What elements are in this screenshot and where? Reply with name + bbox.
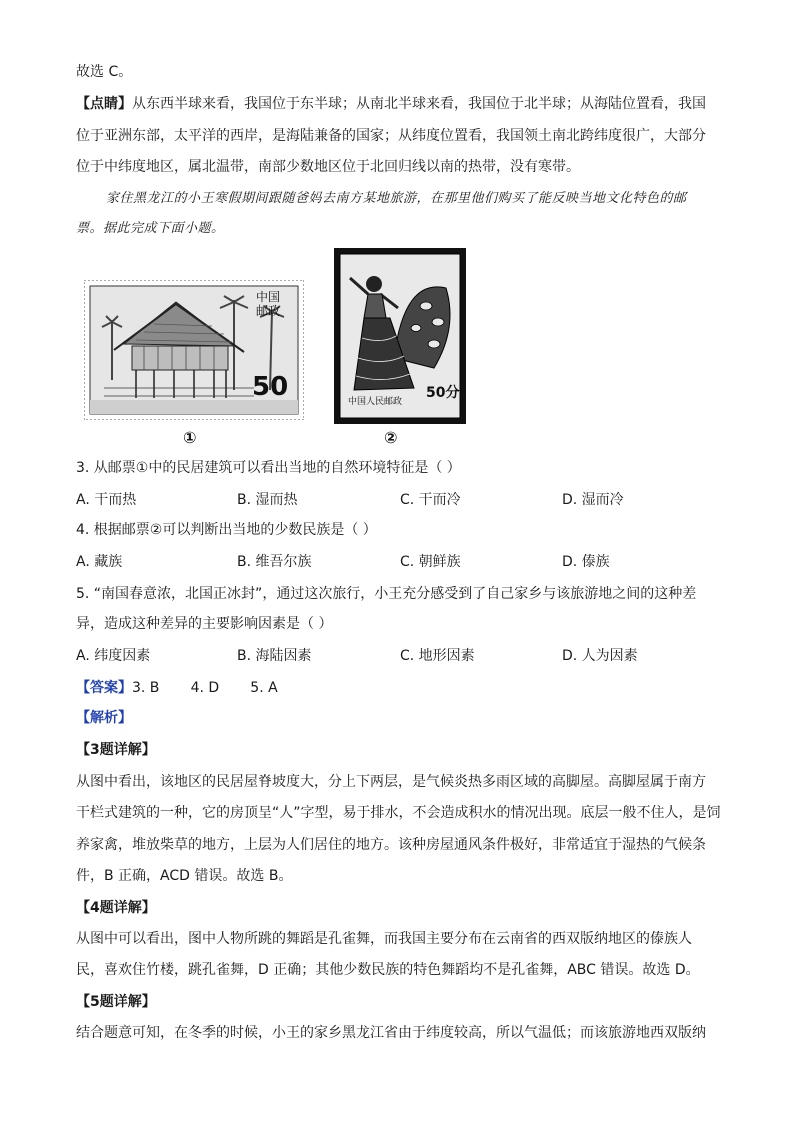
- stamp-2-country: 中国人民邮政: [348, 397, 403, 407]
- answer-text: 3. B 4. D 5. A: [132, 680, 278, 696]
- question-4-option-b: B. 维吾尔族: [237, 554, 312, 570]
- question-3-option-c: C. 干而冷: [400, 492, 461, 508]
- comment-line-3: 位于中纬度地区，属北温带，南部少数地区位于北回归线以南的热带，没有寒带。: [76, 159, 580, 175]
- stamp-1-country: 中国邮政: [256, 290, 281, 318]
- question-5-stem-line-1: 5. “南国春意浓，北国正冰封”，通过这次旅行，小王充分感受到了自己家乡与该旅游地之间的这种差: [76, 586, 697, 602]
- detail-3-line-4: 件，B 正确，ACD 错误。故选 B。: [76, 868, 293, 884]
- detail-3-tag: 【3题详解】: [76, 742, 156, 758]
- detail-4-line-2: 民，喜欢住竹楼，跳孔雀舞，D 正确；其他少数民族的特色舞蹈均不是孔雀舞，ABC 错误。故选 D。: [76, 962, 700, 978]
- detail-3-line-2: 干栏式建筑的一种，它的房顶呈“人”字型，易于排水，不会造成积水的情况出现。底层一般不住人，是饲: [76, 805, 721, 821]
- intro-line-2: 票。据此完成下面小题。: [76, 221, 225, 236]
- question-5-option-a: A. 纬度因素: [76, 648, 151, 664]
- question-4-option-d: D. 傣族: [562, 554, 610, 570]
- question-3-option-d: D. 湿而冷: [562, 492, 624, 508]
- answer-line: [76, 678, 278, 698]
- detail-5-tag: 【5题详解】: [76, 994, 156, 1010]
- stamp-stilt-house: [84, 280, 304, 420]
- question-4-option-a: A. 藏族: [76, 554, 123, 570]
- detail-3-line-3: 养家禽，堆放柴草的地方，上层为人们居住的地方。该种房屋通风条件极好，非常适宜于湿热的气候条: [76, 837, 706, 853]
- stamp-peacock-dancer: [334, 248, 466, 424]
- analysis-tag: 【解析】: [76, 710, 132, 726]
- comment-tag: 【点睛】: [76, 96, 132, 112]
- question-5-option-d: D. 人为因素: [562, 648, 638, 664]
- question-5-option-b: B. 海陆因素: [237, 648, 312, 664]
- comment-line-1: [76, 94, 706, 114]
- stamp-2-label: ②: [384, 428, 398, 447]
- comment-line-2: 位于亚洲东部，太平洋的西岸，是海陆兼备的国家；从纬度位置看，我国领土南北跨纬度很广，大部分: [76, 128, 706, 144]
- comment-text: 从东西半球来看，我国位于东半球；从南北半球来看，我国位于北半球；从海陆位置看，我国: [132, 96, 706, 112]
- previous-answer: 故选 C。: [76, 64, 133, 80]
- question-5-option-c: C. 地形因素: [400, 648, 475, 664]
- detail-4-tag: 【4题详解】: [76, 900, 156, 916]
- answer-tag: 【答案】: [76, 680, 132, 696]
- question-3-option-a: A. 干而热: [76, 492, 137, 508]
- intro-line-1: 家住黑龙江的小王寒假期间跟随爸妈去南方某地旅游，在那里他们购买了能反映当地文化特色的邮: [106, 191, 687, 206]
- stamp-1-value: 50: [252, 372, 289, 402]
- stamp-2-value: 50分: [426, 385, 460, 401]
- stamp-1-label: ①: [183, 428, 197, 447]
- question-5-stem-line-2: 异，造成这种差异的主要影响因素是（ ）: [76, 616, 333, 632]
- question-3-stem: 3. 从邮票①中的民居建筑可以看出当地的自然环境特征是（ ）: [76, 460, 461, 476]
- detail-4-line-1: 从图中可以看出，图中人物所跳的舞蹈是孔雀舞，而我国主要分布在云南省的西双版纳地区的傣族人: [76, 931, 692, 947]
- question-4-option-c: C. 朝鲜族: [400, 554, 461, 570]
- question-3-option-b: B. 湿而热: [237, 492, 298, 508]
- question-4-stem: 4. 根据邮票②可以判断出当地的少数民族是（ ）: [76, 522, 377, 538]
- detail-5-line-1: 结合题意可知，在冬季的时候，小王的家乡黑龙江省由于纬度较高，所以气温低；而该旅游地西双版纳: [76, 1025, 706, 1041]
- detail-3-line-1: 从图中看出，该地区的民居屋脊坡度大，分上下两层，是气候炎热多雨区域的高脚屋。高脚屋属于南方: [76, 774, 706, 790]
